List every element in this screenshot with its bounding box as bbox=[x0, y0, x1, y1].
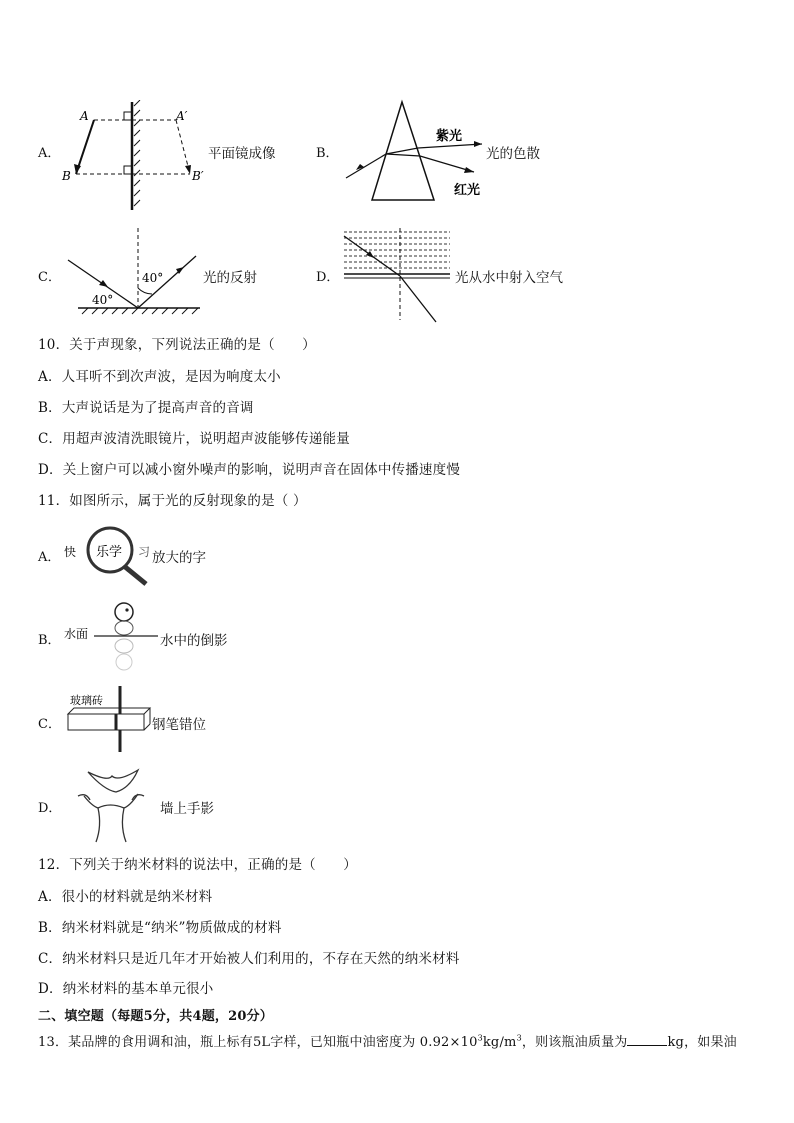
water-surface-label: 水面 bbox=[64, 627, 89, 641]
reflection-diagram bbox=[62, 224, 212, 320]
q9-option-b-caption: 光的色散 bbox=[486, 146, 540, 162]
q12-option-a: A．很小的材料就是纳米材料 bbox=[38, 889, 213, 905]
label-a-prime: A′ bbox=[176, 109, 188, 123]
q13-part1: 13．某品牌的食用调和油，瓶上标有5L字样，已知瓶中油密度为 0.92×10 bbox=[38, 1035, 478, 1050]
prism-dispersion-diagram bbox=[342, 96, 492, 206]
q11-option-a-letter: A． bbox=[38, 550, 61, 565]
q10-option-a: A．人耳听不到次声波，是因为响度太小 bbox=[38, 369, 281, 385]
q10-option-d: D．关上窗户可以减小窗外噪声的影响，说明声音在固体中传播速度慢 bbox=[38, 462, 461, 478]
q11-option-d-caption: 墙上手影 bbox=[160, 801, 214, 817]
q13-sup: 3 bbox=[477, 1033, 483, 1043]
q13-part3: ，则该瓶油质量为 bbox=[521, 1035, 628, 1050]
section-heading: 二、填空题（每题5分，共4题，20分） bbox=[38, 1009, 273, 1024]
q12-option-d: D．纳米材料的基本单元很小 bbox=[38, 981, 214, 997]
q9-option-d-letter: D． bbox=[316, 270, 340, 285]
q11-stem: 11．如图所示，属于光的反射现象的是（ ） bbox=[38, 493, 307, 509]
q9-option-b-letter: B． bbox=[316, 146, 339, 161]
q9-option-c-letter: C． bbox=[38, 270, 61, 285]
q13-answer-blank[interactable] bbox=[627, 1033, 667, 1046]
q12-option-b: B．纳米材料就是“纳米”物质做成的材料 bbox=[38, 920, 282, 936]
glass-brick-pen-image bbox=[62, 682, 156, 758]
q11-option-a-caption: 放大的字 bbox=[152, 550, 206, 566]
magnifier-left-char: 快 bbox=[64, 545, 77, 559]
q9-option-d-caption: 光从水中射入空气 bbox=[455, 270, 563, 286]
q9-option-a-caption: 平面镜成像 bbox=[208, 146, 276, 162]
q9-option-a-letter: A． bbox=[38, 146, 61, 161]
label-a: A bbox=[80, 109, 89, 123]
label-b: B bbox=[62, 169, 71, 183]
plane-mirror-diagram bbox=[58, 100, 218, 215]
q11-option-d-letter: D． bbox=[38, 801, 62, 816]
label-b-prime: B′ bbox=[192, 169, 204, 183]
q12-stem: 12．下列关于纳米材料的说法中，正确的是（ ） bbox=[38, 857, 357, 873]
purple-light-label: 紫光 bbox=[436, 129, 463, 144]
angle-label-1: 40° bbox=[142, 271, 164, 285]
magnifier-image bbox=[62, 522, 158, 588]
q10-option-c: C．用超声波清洗眼镜片，说明超声波能够传递能量 bbox=[38, 431, 350, 447]
magnifier-right-char: 习 bbox=[138, 545, 151, 559]
water-to-air-diagram bbox=[340, 224, 456, 324]
glass-brick-label: 玻璃砖 bbox=[70, 694, 103, 707]
duck-reflection-image bbox=[62, 598, 160, 674]
q11-option-c-letter: C． bbox=[38, 717, 61, 732]
angle-label-2: 40° bbox=[92, 293, 114, 307]
q10-option-b: B．大声说话是为了提高声音的音调 bbox=[38, 400, 254, 416]
q12-option-c: C．纳米材料只是近几年才开始被人们利用的，不存在天然的纳米材料 bbox=[38, 951, 460, 967]
q11-option-b-letter: B． bbox=[38, 633, 61, 648]
red-light-label: 红光 bbox=[454, 183, 481, 198]
q13-part4: kg，如果油 bbox=[667, 1035, 737, 1050]
hand-shadow-image bbox=[68, 766, 158, 846]
q9-option-c-caption: 光的反射 bbox=[203, 270, 257, 286]
q11-option-c-caption: 钢笔错位 bbox=[152, 717, 206, 733]
q13-sup2: 3 bbox=[516, 1033, 522, 1043]
magnifier-center-text: 乐学 bbox=[96, 545, 123, 560]
q13-text bbox=[38, 1031, 737, 1050]
q13-part2: kg/m bbox=[482, 1035, 517, 1050]
q10-stem: 10．关于声现象，下列说法正确的是（ ） bbox=[38, 337, 316, 353]
q11-option-b-caption: 水中的倒影 bbox=[160, 633, 228, 649]
